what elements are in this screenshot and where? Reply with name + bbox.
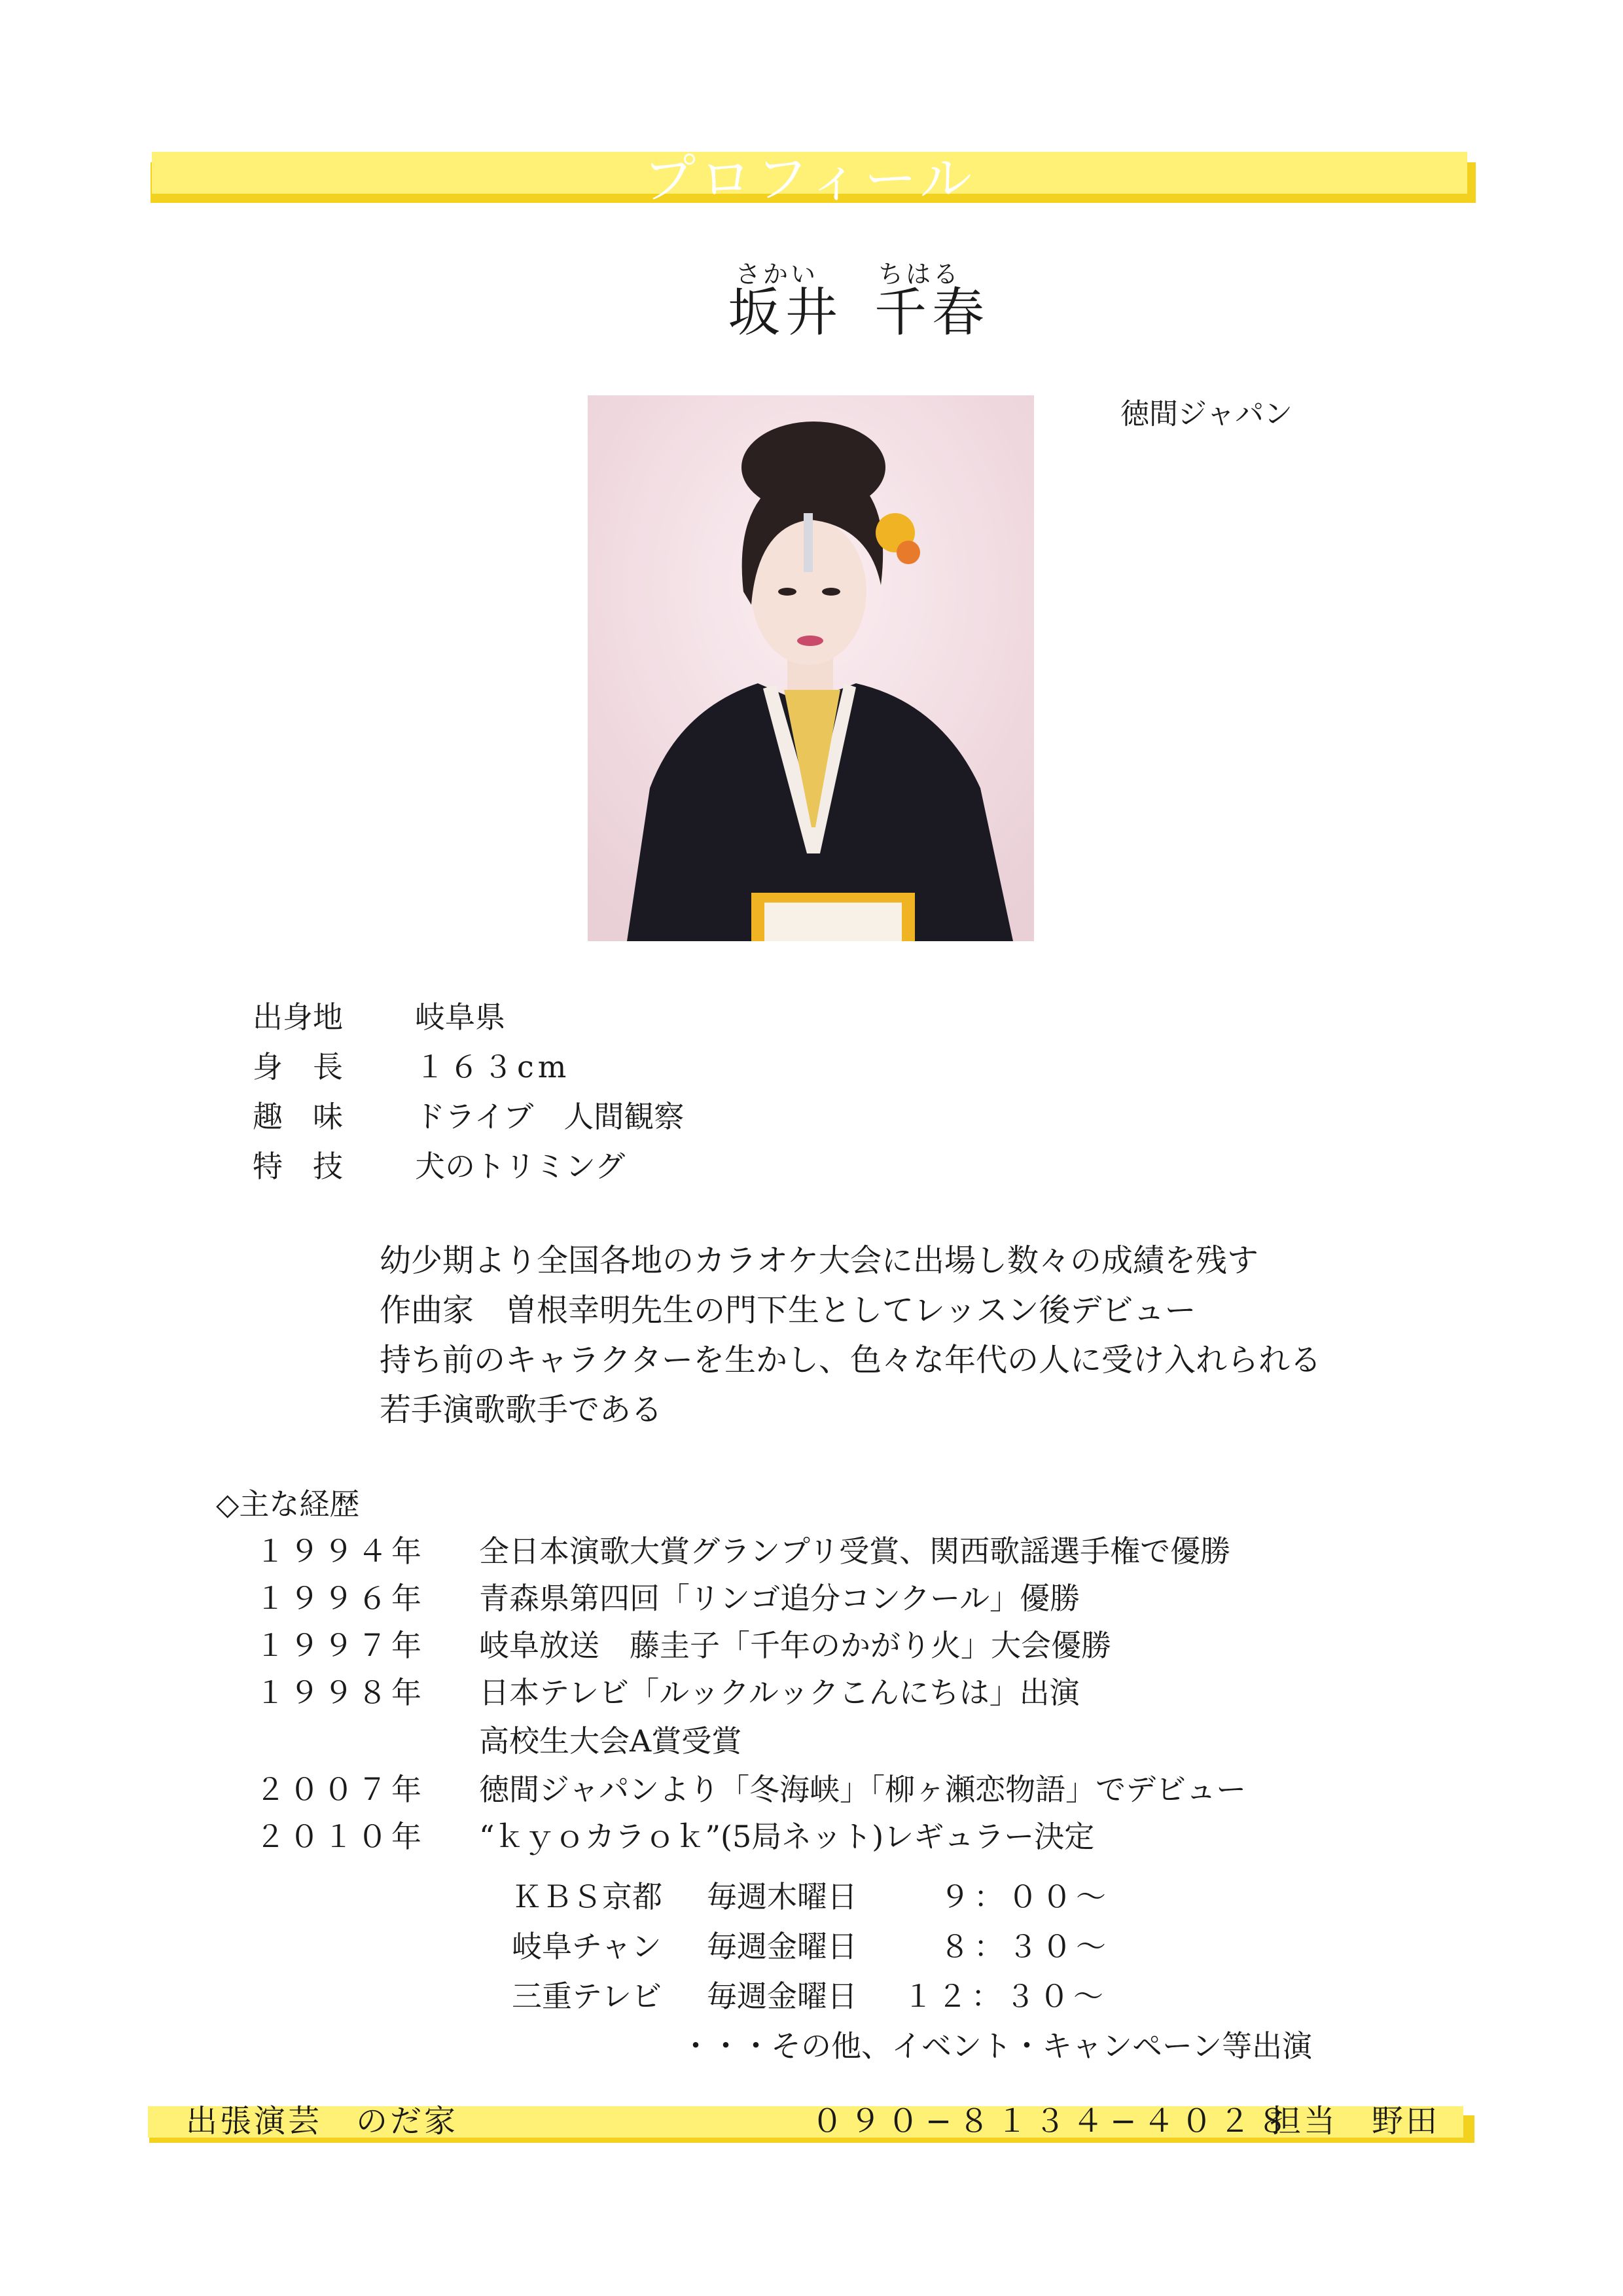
career-heading: ◇主な経歴 [216, 1486, 360, 1522]
profile-value: 岐阜県 [415, 999, 505, 1035]
broadcast-station: 三重テレビ [512, 1979, 662, 2014]
broadcast-day: 毎週木曜日 [707, 1879, 857, 1914]
family-name: 坂井 [728, 282, 843, 343]
career-text: “ｋｙｏカラｏｋ”(5局ネット)レギュラー決定 [479, 1819, 1095, 1854]
broadcast-time: １２：３０〜 [903, 1979, 1107, 2014]
profile-key: 出身地 [253, 999, 343, 1035]
intro-line: 作曲家 曽根幸明先生の門下生としてレッスン後デビュー [380, 1292, 1196, 1329]
profile-key: 身 長 [253, 1049, 343, 1085]
career-text: 高校生大会A賞受賞 [479, 1723, 742, 1759]
career-year: １９９７年 [255, 1628, 425, 1663]
intro-line: 若手演歌歌手である [380, 1391, 663, 1428]
profile-key: 趣 味 [253, 1099, 343, 1134]
career-year: １９９６年 [255, 1581, 425, 1616]
label-name: 徳間ジャパン [1120, 397, 1293, 431]
career-text: 全日本演歌大賞グランプリ受賞、関西歌謡選手権で優勝 [479, 1534, 1231, 1569]
profile-value: 犬のトリミング [415, 1149, 626, 1184]
career-year: １９９４年 [255, 1534, 425, 1569]
broadcast-station: 岐阜チャン [512, 1929, 662, 1964]
career-year: １９９８年 [255, 1675, 425, 1710]
footer-contact: 担当 野田 [1270, 2103, 1440, 2140]
given-name: 千春 [874, 282, 990, 343]
profile-value: １６３cm [415, 1049, 571, 1085]
career-text: 青森県第四回「リンゴ追分コンクール」優勝 [479, 1581, 1080, 1616]
given-name-ruby: ちはる [878, 260, 961, 289]
broadcast-time: ９：００〜 [940, 1879, 1110, 1914]
profile-value: ドライブ 人間観察 [415, 1099, 685, 1134]
family-name-ruby: さかい [736, 260, 819, 289]
broadcast-station: ＫＢＳ京都 [512, 1879, 662, 1914]
intro-line: 幼少期より全国各地のカラオケ大会に出場し数々の成績を残す [380, 1242, 1259, 1279]
broadcast-day: 毎週金曜日 [707, 1979, 857, 2014]
banner-title: プロフィール [643, 149, 976, 209]
career-year: ２００７年 [255, 1772, 425, 1807]
profile-key: 特 技 [253, 1149, 343, 1184]
career-text: 岐阜放送 藤圭子「千年のかがり火」大会優勝 [479, 1628, 1111, 1663]
broadcast-time: ８：３０〜 [940, 1929, 1110, 1964]
broadcast-day: 毎週金曜日 [707, 1929, 857, 1964]
other-activities: ・・・その他、イベント・キャンペーン等出演 [681, 2028, 1313, 2064]
career-year: ２０１０年 [255, 1819, 425, 1854]
intro-line: 持ち前のキャラクターを生かし、色々な年代の人に受け入れられる [380, 1342, 1322, 1378]
footer-phone: ０９０−８１３４−４０２８ [812, 2103, 1295, 2140]
footer-agency: 出張演芸 のだ家 [186, 2103, 459, 2140]
career-text: 徳間ジャパンより「冬海峡」「柳ヶ瀬恋物語」でデビュー [479, 1772, 1247, 1807]
career-text: 日本テレビ「ルックルックこんにちは」出演 [479, 1675, 1080, 1710]
portrait-photo [588, 395, 1034, 941]
